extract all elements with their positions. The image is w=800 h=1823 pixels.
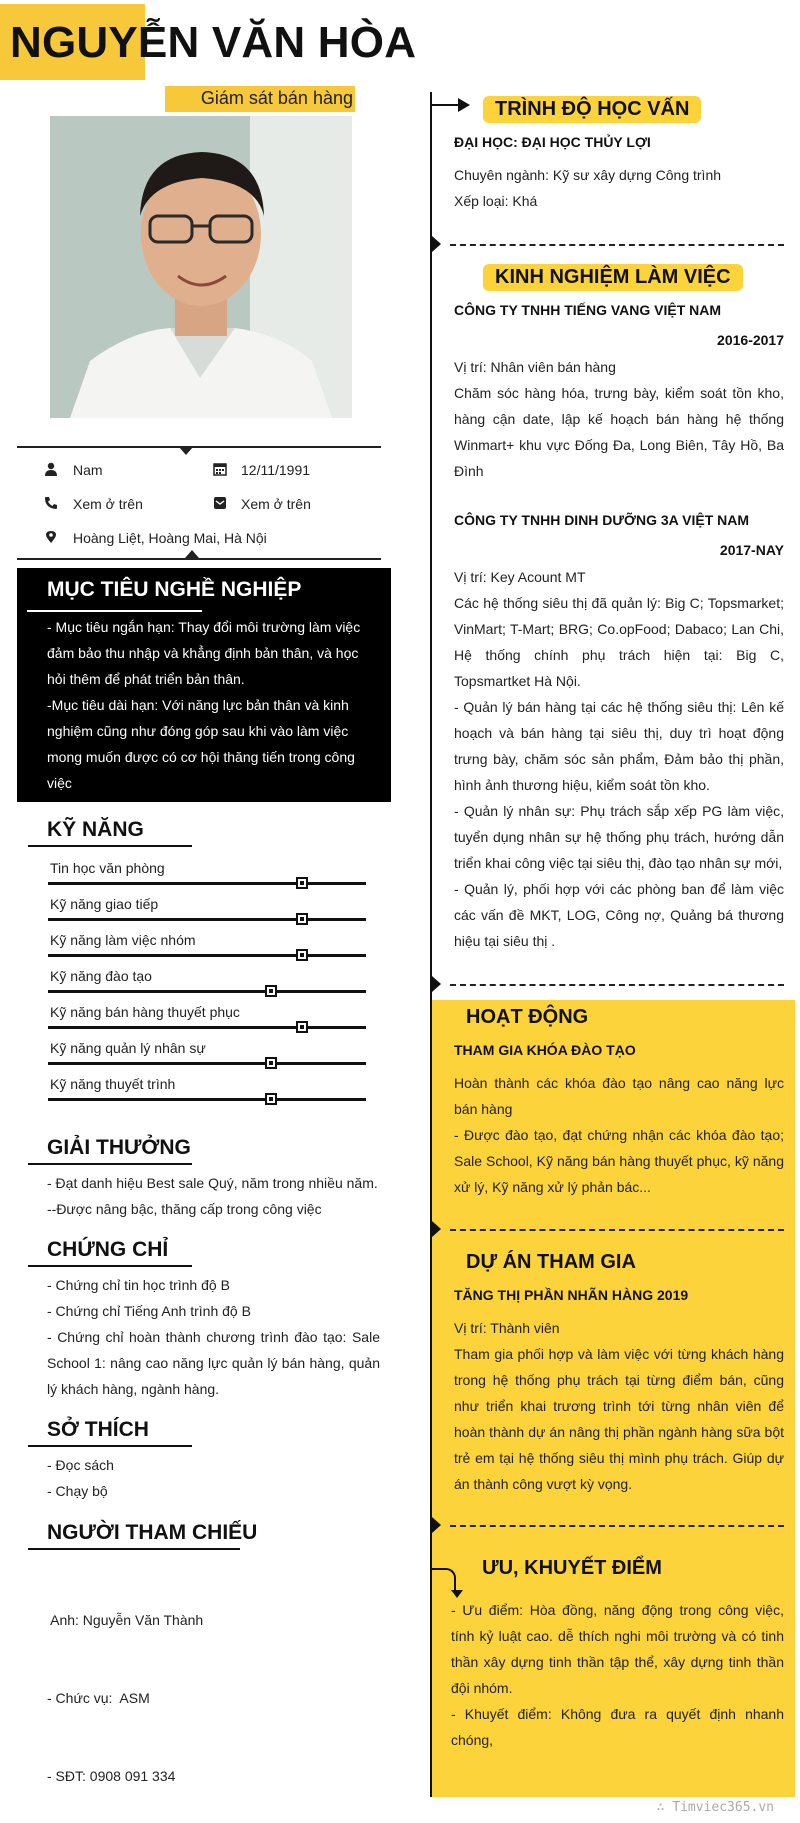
experience-title: KINH NGHIỆM LÀM VIỆC bbox=[483, 264, 743, 291]
projects-title: DỰ ÁN THAM GIA bbox=[466, 1251, 636, 1273]
job-period: 2016-2017 bbox=[717, 332, 784, 348]
arrow-right-icon bbox=[458, 98, 470, 112]
section-marker bbox=[432, 976, 441, 992]
job-description: Chăm sóc hàng hóa, trưng bày, kiểm soát tồn kho, hàng cận date, lập kế hoạch bán hàng hệ thống Winmart+ khu vực Đống Đa, Long Biên, Tây Hồ, Ba Đình bbox=[454, 385, 784, 479]
skill-bar-track bbox=[48, 1026, 366, 1029]
skill-level-knob bbox=[296, 877, 308, 889]
award-line: --Được nâng bậc, thăng cấp trong công việc bbox=[47, 1201, 322, 1217]
reference-list bbox=[47, 1555, 367, 1815]
career-objective-text bbox=[47, 614, 377, 796]
strengths-title: ƯU, KHUYẾT ĐIỂM bbox=[482, 1557, 662, 1579]
certificates-rule bbox=[28, 1265, 192, 1267]
projects-role: Vị trí: Thành viên bbox=[454, 1320, 560, 1336]
info-bottom-notch bbox=[185, 550, 199, 558]
education-title: TRÌNH ĐỘ HỌC VẤN bbox=[483, 96, 701, 123]
skill-level-knob bbox=[296, 913, 308, 925]
activities-title: HOẠT ĐỘNG bbox=[466, 1006, 589, 1028]
education-major: Chuyên ngành: Kỹ sư xây dựng Công trình bbox=[454, 167, 722, 183]
certificate-line: - Chứng chỉ tin học trình độ B bbox=[47, 1277, 230, 1293]
certificates-title: CHỨNG CHỈ bbox=[47, 1238, 169, 1261]
job-period: 2017-NAY bbox=[719, 542, 784, 558]
certificate-line: - Chứng chỉ Tiếng Anh trình độ B bbox=[47, 1303, 251, 1319]
job-role: Vị trí: Key Acount MT bbox=[454, 569, 586, 585]
info-bottom-rule bbox=[17, 558, 381, 560]
education-grade: Xếp loại: Khá bbox=[454, 193, 538, 209]
skill-bar-track bbox=[48, 1098, 366, 1101]
skills-title: KỸ NĂNG bbox=[47, 818, 144, 841]
portrait-illustration bbox=[50, 116, 352, 418]
info-top-notch bbox=[179, 447, 193, 455]
person-icon bbox=[44, 462, 58, 476]
watermark-text: Timviec365.vn bbox=[672, 1800, 774, 1815]
job-details bbox=[454, 354, 784, 484]
hobbies-list bbox=[47, 1452, 367, 1504]
activities-line: - Được đào tạo, đạt chứng nhận các khóa đào tạo; Sale School, Kỹ năng bán hàng thuyết phục, kỹ năng xử lý, Kỹ năng xử lý phản bác... bbox=[454, 1127, 784, 1195]
skill-level-knob bbox=[265, 1057, 277, 1069]
projects-details bbox=[454, 1315, 784, 1497]
skill-bar-track bbox=[48, 990, 366, 993]
info-birthday: 12/11/1991 bbox=[241, 462, 311, 478]
candidate-name: NGUYỄN VĂN HÒA bbox=[10, 18, 417, 67]
right-column-line bbox=[430, 92, 432, 1797]
section-marker bbox=[432, 236, 441, 252]
skill-level-knob bbox=[296, 1021, 308, 1033]
skill-bar-track bbox=[48, 954, 366, 957]
skill-bar-track bbox=[48, 1062, 366, 1065]
skills-rule bbox=[28, 845, 192, 847]
job-description: - Quản lý, phối hợp với các phòng ban để làm việc các vấn đề MKT, LOG, Công nợ, Quảng bá thương hiệu tại siêu thị . bbox=[454, 881, 784, 949]
projects-description: Tham gia phối hợp và làm việc với từng khách hàng trong hệ thống phụ trách tại từng điểm bán, cũng như triển khai trương trình tới từng nhân viên để hoàn thành dự án nâng thị phần ngành hàng sữa bột trẻ em tại hệ thống siêu thị mình phụ trách. Giúp dự án thành công vượt kỳ vọng. bbox=[454, 1346, 784, 1492]
job-details bbox=[454, 564, 784, 954]
section-divider bbox=[450, 1229, 784, 1231]
email-icon bbox=[213, 496, 227, 510]
info-address: Hoàng Liệt, Hoàng Mai, Hà Nội bbox=[73, 530, 267, 546]
awards-list bbox=[47, 1170, 387, 1222]
skill-level-knob bbox=[265, 1093, 277, 1105]
candidate-position: Giám sát bán hàng bbox=[200, 88, 353, 108]
activities-line: Hoàn thành các khóa đào tạo nâng cao năng lực bán hàng bbox=[454, 1075, 784, 1117]
education-details bbox=[454, 162, 784, 214]
reference-rule bbox=[28, 1548, 240, 1550]
info-email: Xem ở trên bbox=[241, 496, 311, 512]
reference-title: NGƯỜI THAM CHIẾU bbox=[47, 1521, 258, 1544]
activities-subtitle: THAM GIA KHÓA ĐÀO TẠO bbox=[454, 1042, 636, 1058]
skill-label: Kỹ năng giao tiếp bbox=[50, 896, 159, 912]
education-school: ĐẠI HỌC: ĐẠI HỌC THỦY LỢI bbox=[454, 134, 651, 150]
reference-line: - Chức vụ: ASM bbox=[47, 1690, 150, 1706]
job-description: Các hệ thống siêu thị đã quản lý: Big C; Topsmarket; VinMart; T-Mart; BRG; Co.opFood; Dabaco; Lan Chi, Hệ thống chính phụ trách hiện tại: Big C, Topsmartket Hà Nội. bbox=[454, 595, 784, 689]
job-company: CÔNG TY TNHH DINH DƯỠNG 3A VIỆT NAM bbox=[454, 512, 750, 528]
objective-long-term: -Mục tiêu dài hạn: Với năng lực bản thân và kinh nghiệm cũng như đóng góp sau khi vào làm việc mong muốn được có cơ hội thăng tiến trong công việc bbox=[47, 697, 355, 791]
job-role: Vị trí: Nhân viên bán hàng bbox=[454, 359, 616, 375]
awards-rule bbox=[28, 1163, 192, 1165]
strengths-cons: - Khuyết điểm: Không đưa ra quyết định nhanh chóng, bbox=[451, 1706, 784, 1748]
strengths-pros: - Ưu điểm: Hòa đồng, năng động trong công việc, tính kỷ luật cao. dễ thích nghi môi trường và có tinh thần xây dựng tinh thần tập thể, xây dựng tinh thần đội nhóm. bbox=[451, 1602, 784, 1696]
info-phone: Xem ở trên bbox=[73, 496, 143, 512]
skill-label: Kỹ năng bán hàng thuyết phục bbox=[50, 1004, 240, 1020]
projects-subtitle: TĂNG THỊ PHẦN NHÃN HÀNG 2019 bbox=[454, 1287, 689, 1303]
award-line: - Đạt danh hiệu Best sale Quý, năm trong nhiều năm. bbox=[47, 1175, 378, 1191]
job-description: - Quản lý nhân sự: Phụ trách sắp xếp PG làm việc, tuyển dụng nhân sự hệ thống phụ trách, hướng dẫn triển khai công việc tại siêu thị, đào tạo nhân sự mới, bbox=[454, 803, 784, 871]
career-objective-rule bbox=[27, 610, 202, 612]
footer-watermark: ∴ Timviec365.vn bbox=[656, 1800, 774, 1815]
skill-level-knob bbox=[265, 985, 277, 997]
hobbies-title: SỞ THÍCH bbox=[47, 1418, 149, 1441]
hobby-line: - Chạy bộ bbox=[47, 1483, 108, 1499]
section-divider bbox=[450, 984, 784, 986]
career-objective-title: MỤC TIÊU NGHỀ NGHIỆP bbox=[47, 578, 302, 601]
profile-photo bbox=[50, 116, 352, 418]
curved-connector bbox=[430, 1568, 456, 1590]
skill-label: Tin học văn phòng bbox=[50, 860, 165, 876]
objective-short-term: - Mục tiêu ngắn hạn: Thay đổi môi trường làm việc đảm bảo thu nhập và khẳng định bản thân, và học hỏi thêm để phát triển bản thân. bbox=[47, 619, 361, 687]
skill-level-knob bbox=[296, 949, 308, 961]
arrow-connector bbox=[430, 104, 460, 106]
calendar-icon bbox=[213, 462, 227, 476]
job-description: - Quản lý bán hàng tại các hệ thống siêu thị: Lên kế hoạch và bán hàng tại siêu thị, duy trì hoạt động trưng bày, chăm sóc sản phẩm, Đảm bảo thị phần, hình ảnh thương hiệu, kiểm soát tồn kho. bbox=[454, 699, 784, 793]
section-divider bbox=[450, 1525, 784, 1527]
section-divider bbox=[450, 244, 784, 246]
skills-list bbox=[0, 0, 1, 1]
info-top-rule bbox=[17, 446, 381, 448]
strengths-details bbox=[451, 1597, 784, 1753]
awards-title: GIẢI THƯỞNG bbox=[47, 1136, 191, 1159]
skill-bar-track bbox=[48, 918, 366, 921]
section-marker bbox=[432, 1517, 441, 1533]
career-objective-box bbox=[17, 568, 391, 802]
reference-line: - SĐT: 0908 091 334 bbox=[47, 1768, 176, 1784]
skill-label: Kỹ năng thuyết trình bbox=[50, 1076, 176, 1092]
skill-label: Kỹ năng đào tạo bbox=[50, 968, 152, 984]
job-company: CÔNG TY TNHH TIẾNG VANG VIỆT NAM bbox=[454, 302, 722, 318]
skill-bar-track bbox=[48, 882, 366, 885]
phone-icon bbox=[44, 496, 58, 510]
reference-line: Anh: Nguyễn Văn Thành bbox=[47, 1612, 204, 1628]
certificates-list bbox=[47, 1272, 380, 1402]
hobby-line: - Đọc sách bbox=[47, 1457, 114, 1473]
certificate-line: - Chứng chỉ hoàn thành chương trình đào tạo: Sale School 1: nâng cao năng lực quản lý bán hàng, quản lý khách hàng, ngành hàng. bbox=[47, 1329, 380, 1397]
hobbies-rule bbox=[28, 1445, 192, 1447]
location-pin-icon bbox=[44, 530, 58, 544]
info-gender: Nam bbox=[73, 462, 103, 478]
skill-label: Kỹ năng quản lý nhân sự bbox=[50, 1040, 206, 1056]
section-marker bbox=[432, 1221, 441, 1237]
activities-details bbox=[454, 1070, 784, 1200]
skill-label: Kỹ năng làm việc nhóm bbox=[50, 932, 196, 948]
